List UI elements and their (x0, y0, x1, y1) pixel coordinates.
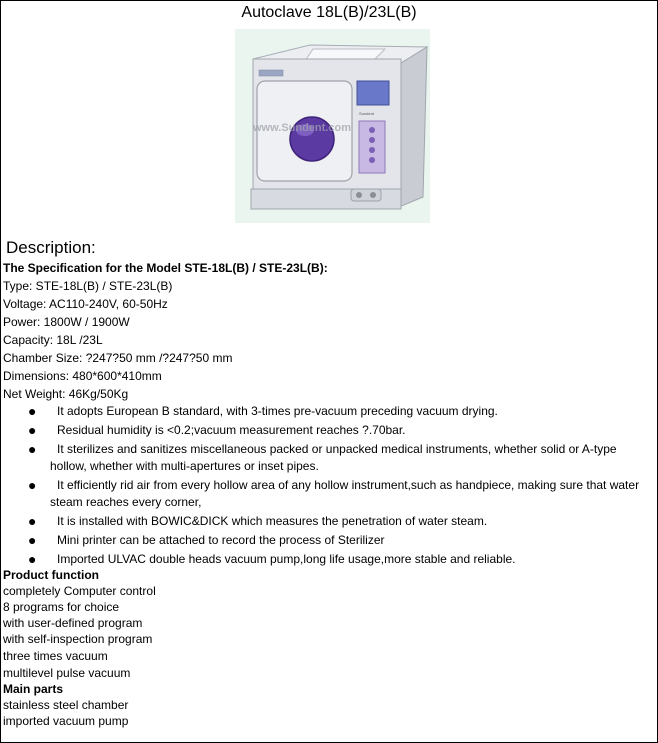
page-title: Autoclave 18L(B)/23L(B) (241, 4, 417, 21)
feature-item (1, 532, 657, 549)
product-function-item: three times vacuum (3, 649, 108, 663)
feature-text: It adopts European B standard, with 3-times pre-vacuum preceding vacuum drying. (57, 404, 498, 418)
bullet-icon: ● (28, 551, 37, 567)
feature-text: It is installed with BOWIC&DICK which measures the penetration of water steam. (57, 514, 488, 528)
feature-list (1, 403, 657, 570)
bullet-icon: ● (28, 513, 37, 529)
product-function-item: multilevel pulse vacuum (3, 666, 131, 680)
feature-item (1, 551, 657, 568)
spec-capacity: Capacity: 18L /23L (3, 333, 103, 347)
watermark-text: www.Sundent.com (253, 122, 351, 134)
feature-text: Mini printer can be attached to record the process of Sterilizer (57, 533, 385, 547)
lcd-brand-text: Sundent (359, 111, 374, 116)
description-heading: Description: (6, 238, 96, 257)
bullet-icon: ● (28, 403, 37, 419)
feature-text: It sterilizes and sanitizes miscellaneous packed or unpacked medical instruments, whether solid or A-type hollow, whether with multi-apertures or inset pipes. (50, 442, 617, 473)
spec-chamber-size: Chamber Size: ?247?50 mm /?247?50 mm (3, 351, 233, 365)
spec-heading: The Specification for the Model STE-18L(B) / STE-23L(B): (3, 261, 328, 275)
bullet-icon: ● (28, 477, 37, 493)
feature-item (1, 441, 657, 475)
product-function-item: completely Computer control (3, 584, 156, 598)
feature-item (1, 422, 657, 439)
feature-text: Imported ULVAC double heads vacuum pump,long life usage,more stable and reliable. (57, 552, 516, 566)
spec-voltage: Voltage: AC110-240V, 60-50Hz (3, 297, 168, 311)
bullet-icon: ● (28, 532, 37, 548)
main-parts-item: imported vacuum pump (3, 714, 129, 728)
spec-power: Power: 1800W / 1900W (3, 315, 130, 329)
feature-text: Residual humidity is <0.2;vacuum measurement reaches ?.70bar. (57, 423, 406, 437)
main-parts-heading: Main parts (3, 682, 64, 696)
bullet-icon: ● (28, 441, 37, 457)
product-function-heading: Product function (3, 568, 99, 582)
feature-item (1, 477, 657, 511)
product-function-item: with self-inspection program (3, 632, 153, 646)
bullet-icon: ● (28, 422, 37, 438)
autoclave-illustration (235, 29, 430, 223)
main-parts-item: stainless steel chamber (3, 698, 129, 712)
spec-dimensions: Dimensions: 480*600*410mm (3, 369, 162, 383)
feature-item (1, 403, 657, 420)
feature-text: It efficiently rid air from every hollow area of any hollow instrument,such as handpiece, making sure that water steam reaches every corner, (50, 478, 640, 509)
product-function-item: 8 programs for choice (3, 600, 120, 614)
product-photo (235, 29, 430, 223)
spec-net-weight: Net Weight: 46Kg/50Kg (3, 387, 129, 401)
product-function-item: with user-defined program (3, 616, 143, 630)
spec-type: Type: STE-18L(B) / STE-23L(B) (3, 279, 173, 293)
feature-item (1, 513, 657, 530)
